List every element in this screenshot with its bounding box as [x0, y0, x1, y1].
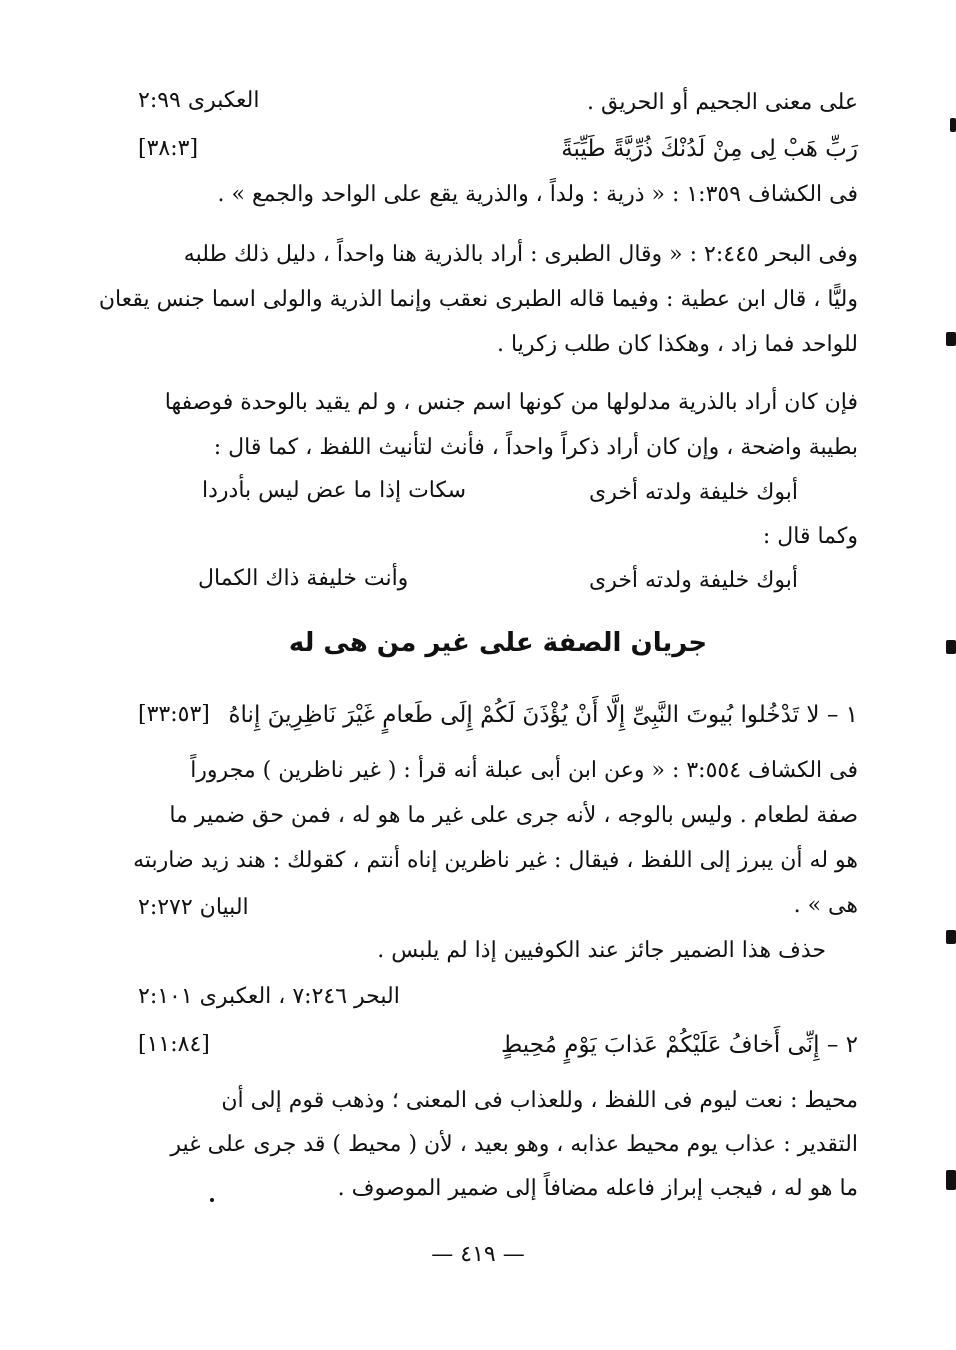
item-1-line4: هى » .: [793, 893, 858, 918]
page-number: — ٤١٩ —: [431, 1242, 525, 1267]
item-2-verse: ٢ – إِنِّى أَخافُ عَلَيْكُمْ عَذابَ يَوْمٍ مُحِيطٍ: [500, 1032, 858, 1058]
scan-edge-mark: [946, 332, 956, 346]
scan-edge-mark: [946, 640, 956, 654]
poem-2-second-hemistich: وأنت خليفة ذاك الكمال: [198, 566, 409, 591]
paragraph-bahr-line1: وفى البحر ٢:٤٤٥ : « وقال الطبرى : أراد بالذرية هنا واحداً ، دليل ذلك طلبه: [183, 242, 858, 267]
verse-1-reference: [٣٨:٣]: [138, 136, 199, 161]
item-1-line3: هو له أن يبرز إلى اللفظ ، فيقال : غير ناظرين إناه أنتم ، كقولك : هند زيد ضاربته: [133, 848, 858, 873]
paragraph-bahr-line3: للواحد فما زاد ، وهكذا كان طلب زكريا .: [497, 332, 858, 357]
item-2-reference: [١١:٨٤]: [138, 1032, 210, 1057]
poem-intro: وكما قال :: [762, 524, 858, 549]
poem-1-second-hemistich: سكات إذا ما عض ليس بأدردا: [202, 478, 467, 503]
item-1-verse: ١ – لا تَدْخُلوا بُيوتَ النَّبِىِّ إِلَّا أَنْ يُؤْذَنَ لَكُمْ إِلَى طَعامٍ غَيْرَ نَاظِرِينَ إِناهُ: [228, 702, 858, 728]
section-heading: جريان الصفة على غير من هى له: [288, 628, 708, 658]
quran-verse-1: رَبِّ هَبْ لِى مِنْ لَدُنْكَ ذُرِّيَّةً طَيِّبَةً: [561, 136, 858, 162]
paragraph-explanation-line1: فإن كان أراد بالذرية مدلولها من كونها اسم جنس ، و لم يقيد بالوحدة فوصفها: [164, 390, 858, 415]
item-2-line2: التقدير : عذاب يوم محيط عذابه ، وهو بعيد ، لأن ( محيط ) قد جرى على غير: [170, 1132, 858, 1157]
item-1-line1: فى الكشاف ٣:٥٥٤ : « وعن ابن أبى عبلة أنه قرأ : ( غير ناظرين ) مجروراً: [190, 758, 858, 783]
scan-edge-mark: [946, 1170, 956, 1190]
item-1-line5: حذف هذا الضمير جائز عند الكوفيين إذا لم يلبس .: [377, 938, 826, 963]
poem-2-first-hemistich: أبوك خليفة ولدته أخرى: [588, 568, 798, 593]
item-2-line3: ما هو له ، فيجب إبراز فاعله مضافاً إلى ضمير الموصوف .: [337, 1176, 858, 1201]
paragraph-kashaf: فى الكشاف ١:٣٥٩ : « ذرية : ولداً ، والذرية يقع على الواحد والجمع » .: [217, 182, 858, 207]
header-reference: العكبرى ٢:٩٩: [138, 88, 260, 113]
ink-dot: [210, 1198, 214, 1202]
paragraph-explanation-line2: بطيبة واضحة ، وإن كان أراد ذكراً واحداً ، فأنث لتأنيث اللفظ ، كما قال :: [213, 435, 858, 460]
paragraph-bahr-line2: وليًّا ، قال ابن عطية : وفيما قاله الطبرى نعقب وإنما الذرية والولى اسما جنس يقعان: [98, 287, 858, 312]
header-text: على معنى الجحيم أو الحريق .: [587, 90, 858, 115]
scan-edge-mark: [950, 118, 956, 132]
item-2-line1: محيط : نعت ليوم فى اللفظ ، وللعذاب فى المعنى ؛ وذهب قوم إلى أن: [221, 1088, 858, 1113]
item-1-line2: صفة لطعام . وليس بالوجه ، لأنه جرى على غير ما هو له ، فمن حق ضمير ما: [169, 803, 858, 828]
scan-edge-mark: [946, 930, 956, 944]
item-1-reference: [٣٣:٥٣]: [138, 702, 210, 727]
item-1-source-references: البحر ٧:٢٤٦ ، العكبرى ٢:١٠١: [138, 984, 400, 1009]
item-1-bayan-reference: البيان ٢:٢٧٢: [138, 895, 249, 920]
poem-1-first-hemistich: أبوك خليفة ولدته أخرى: [588, 480, 798, 505]
